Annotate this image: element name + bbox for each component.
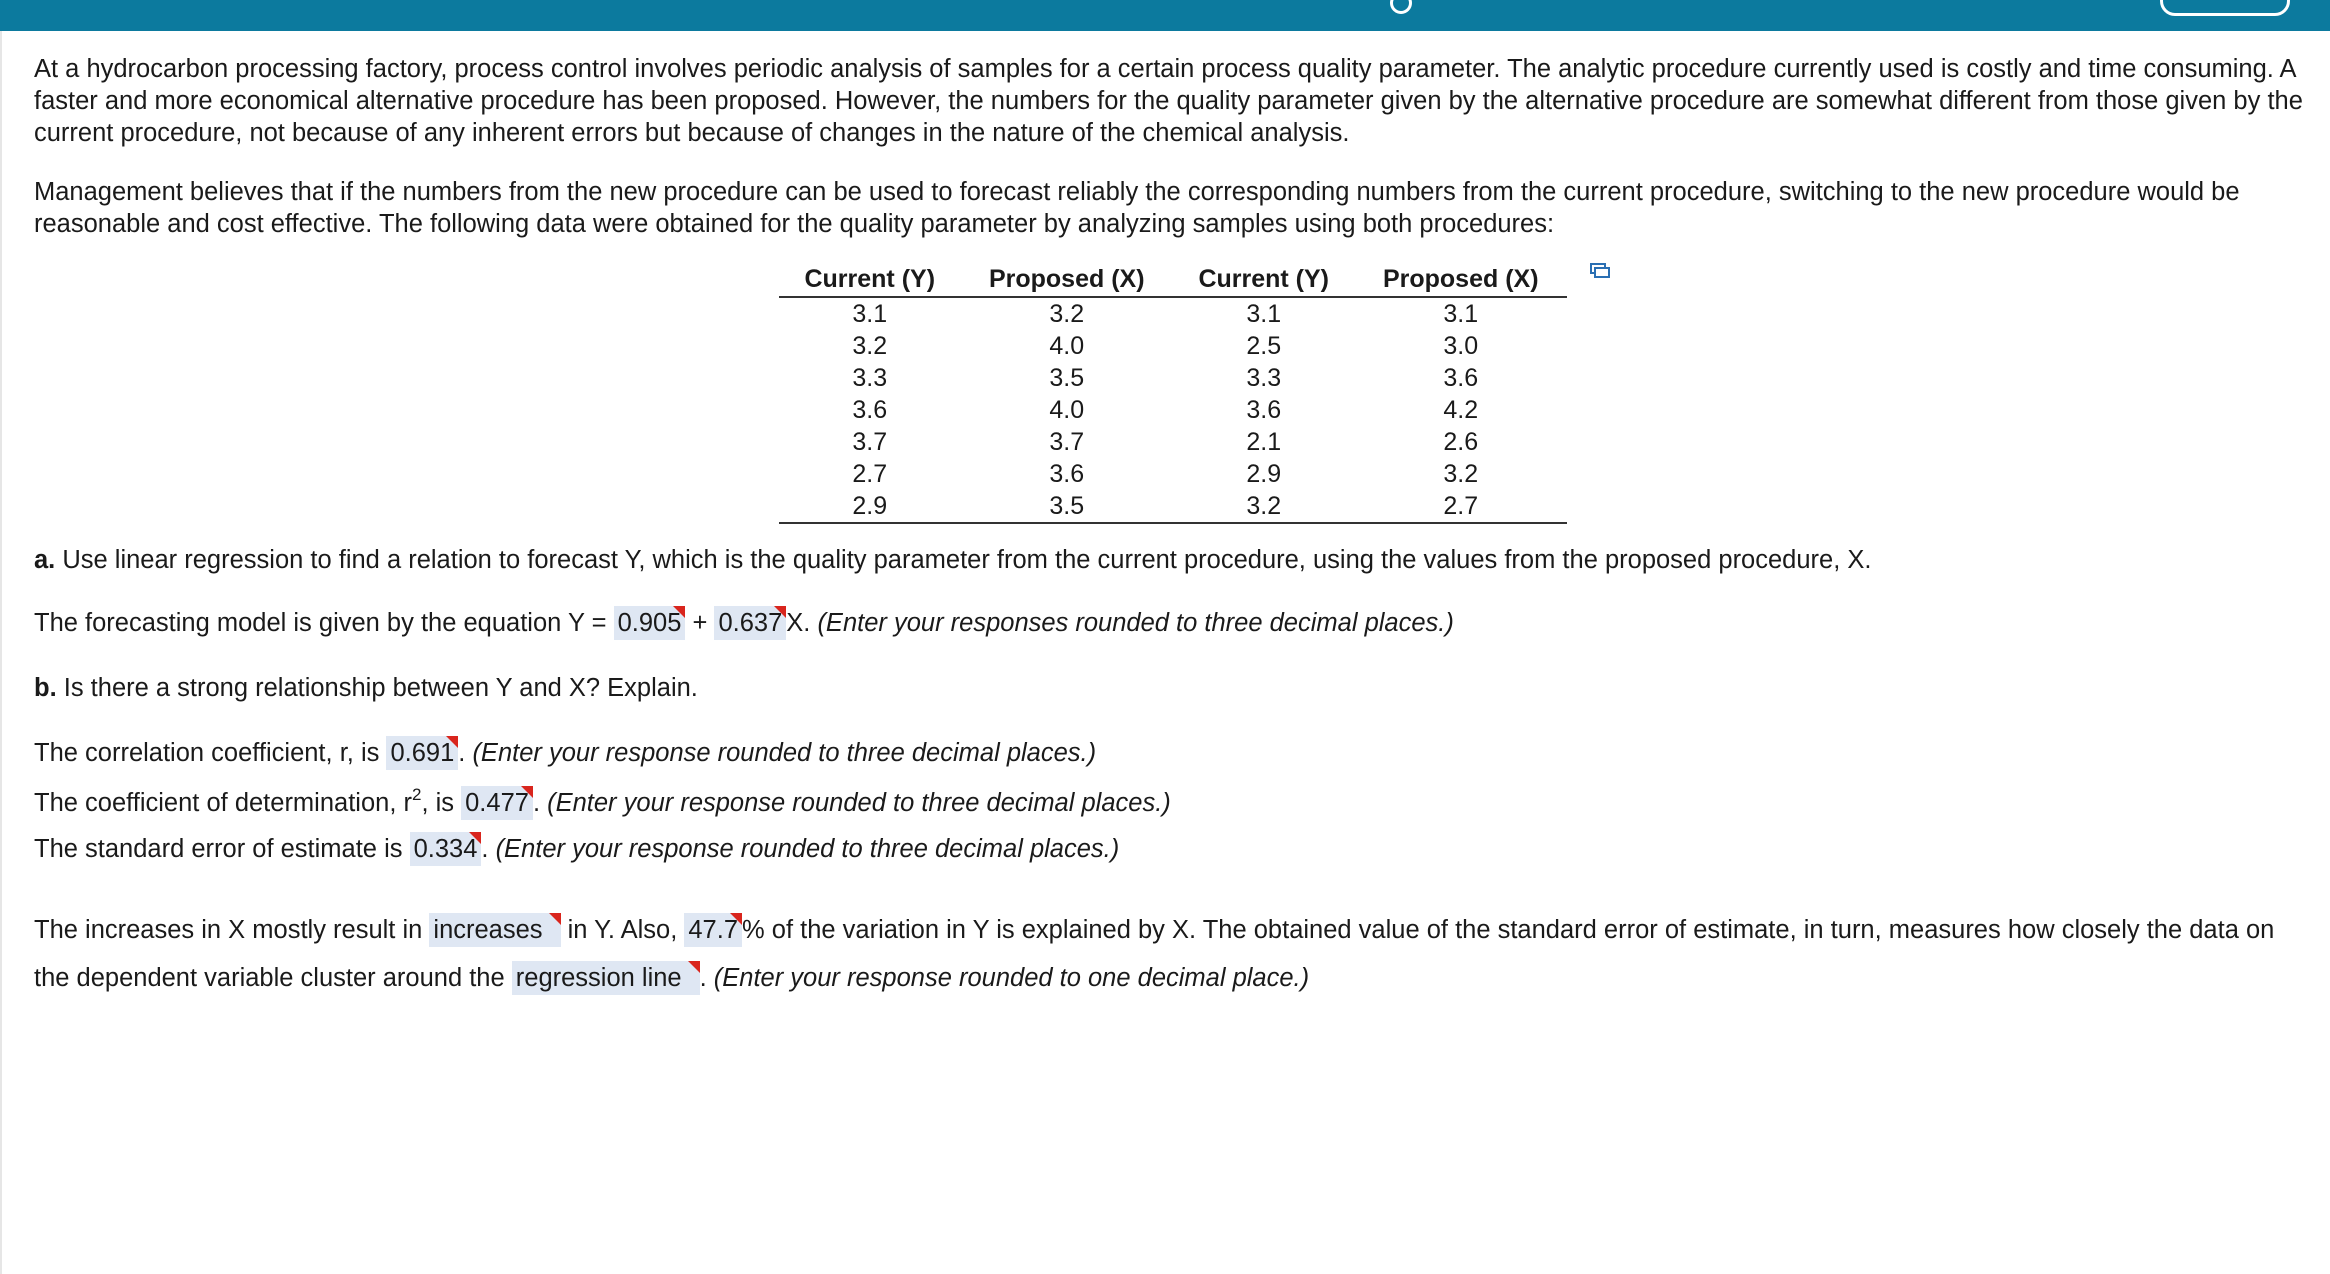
cluster-dropdown[interactable]	[512, 961, 700, 995]
table-cell: 3.1	[852, 300, 888, 328]
question-content	[34, 53, 2304, 1002]
se-hint: (Enter your response rounded to three decimal places.)	[495, 835, 1120, 863]
se-answer-field[interactable]	[410, 832, 482, 866]
table-cell: 2.9	[1246, 460, 1282, 488]
model-prefix: The forecasting model is given by the equation Y =	[34, 609, 614, 637]
explanation-paragraph	[34, 906, 2304, 1002]
copy-table-icon[interactable]	[1589, 262, 1611, 280]
se-value: 0.334	[413, 835, 478, 863]
standard-error-line	[34, 832, 2304, 866]
r2-value: 0.477	[465, 789, 529, 817]
r2-dot: .	[532, 789, 548, 817]
table-row	[779, 394, 1567, 426]
problem-paragraph-1: At a hydrocarbon processing factory, process control involves periodic analysis of samples for a certain process quality parameter. The analytic procedure currently used is costly and time consuming. A faster and more economical alternative procedure has been proposed. However, the numbers for the quality parameter given by the alternative procedure are somewhat different from those given by the current procedure, not because of any inherent errors but because of changes in the nature of the chemical analysis.	[34, 55, 2303, 147]
table-row	[779, 297, 1567, 330]
problem-paragraph-2: Management believes that if the numbers from the new procedure can be used to forecast reliably the corresponding numbers from the current procedure, switching to the new procedure would be reasonable and cost effective. The following data were obtained for the quality parameter by analyzing samples using both procedures:	[34, 178, 2240, 238]
expl-text-1: The increases in X mostly result in	[34, 916, 430, 944]
table-cell: 3.3	[852, 364, 888, 392]
se-prefix: The standard error of estimate is	[34, 835, 410, 863]
r-prefix: The correlation coefficient, r, is	[34, 739, 387, 767]
r2-answer-field[interactable]	[461, 786, 533, 820]
se-dot: .	[481, 835, 496, 863]
percent-answer-field[interactable]	[684, 913, 742, 947]
incorrect-flag-icon	[549, 913, 561, 925]
incorrect-flag-icon	[688, 961, 700, 973]
plus-sign: +	[685, 609, 715, 637]
r-hint: (Enter your response rounded to three decimal places.)	[472, 739, 1097, 767]
r2-mid: , is	[421, 789, 462, 817]
table-cell: 3.2	[1173, 490, 1355, 523]
table-cell: 3.1	[1443, 300, 1479, 328]
intercept-value: 0.905	[617, 609, 682, 637]
incorrect-flag-icon	[521, 786, 533, 798]
slope-value: 0.637	[718, 609, 783, 637]
table-cell: 2.6	[1443, 428, 1479, 456]
table-cell: 3.7	[1049, 428, 1085, 456]
table-cell: 2.7	[1354, 490, 1567, 523]
header-bar	[0, 0, 2330, 31]
correlation-line	[34, 736, 2304, 770]
part-a-label: a.	[34, 546, 56, 574]
table-cell: 4.0	[1049, 332, 1085, 360]
r-dot: .	[458, 739, 473, 767]
table-header-row	[779, 264, 1567, 297]
forecast-model-line	[34, 606, 2304, 640]
part-a-question	[34, 544, 2304, 576]
incorrect-flag-icon	[673, 606, 685, 618]
table-cell: 2.1	[1246, 428, 1282, 456]
table-cell: 2.9	[779, 490, 961, 523]
table-row	[779, 362, 1567, 394]
expl-text-4: .	[699, 964, 714, 992]
table-cell: 3.6	[852, 396, 888, 424]
determination-line	[34, 786, 2304, 820]
header-current-y-2: Current (Y)	[1173, 264, 1355, 297]
header-circle-icon[interactable]	[1390, 0, 1412, 14]
model-hint: (Enter your responses rounded to three decimal places.)	[817, 609, 1454, 637]
header-current-y-1: Current (Y)	[779, 264, 961, 297]
table-cell: 4.0	[1049, 396, 1085, 424]
r-answer-field[interactable]	[386, 736, 458, 770]
relationship-dropdown-value: increases	[433, 916, 543, 944]
expl-text-3: % of the variation in Y is explained by X. The obtained value of the standard error of estimate, in turn, measures how closely the data on the dependent variable cluster around the	[34, 916, 2275, 992]
model-suffix: X.	[786, 609, 818, 637]
table-cell: 2.5	[1246, 332, 1282, 360]
table-cell: 3.7	[852, 428, 888, 456]
r2-exponent: 2	[411, 785, 422, 804]
table-cell: 3.2	[1049, 300, 1085, 328]
table-cell: 3.6	[1443, 364, 1479, 392]
table-cell: 3.2	[852, 332, 888, 360]
table-cell: 2.7	[852, 460, 888, 488]
cluster-dropdown-value: regression line	[515, 964, 682, 992]
table-row	[779, 330, 1567, 362]
r2-prefix: The coefficient of determination, r	[34, 789, 412, 817]
table-cell: 3.0	[1443, 332, 1479, 360]
table-cell: 3.6	[1049, 460, 1085, 488]
table-cell: 3.5	[1049, 364, 1085, 392]
slope-answer-field[interactable]	[714, 606, 786, 640]
expl-text-2: in Y. Also,	[560, 916, 685, 944]
part-a-text: Use linear regression to find a relation to forecast Y, which is the quality parameter from the current procedure, using the values from the proposed procedure, X.	[55, 546, 1872, 574]
incorrect-flag-icon	[469, 832, 481, 844]
data-table-container	[779, 264, 1599, 524]
table-cell: 4.2	[1443, 396, 1479, 424]
table-cell: 3.2	[1443, 460, 1479, 488]
relationship-dropdown[interactable]	[429, 913, 560, 947]
r2-hint: (Enter your response rounded to three decimal places.)	[547, 789, 1171, 817]
incorrect-flag-icon	[446, 736, 458, 748]
part-b-label: b.	[34, 674, 57, 702]
table-row	[779, 490, 1567, 523]
left-divider	[0, 31, 2, 1274]
header-pill-button[interactable]	[2160, 0, 2290, 16]
part-b-question	[34, 672, 2304, 704]
incorrect-flag-icon	[774, 606, 786, 618]
header-proposed-x-1: Proposed (X)	[961, 264, 1173, 297]
table-cell: 3.3	[1246, 364, 1282, 392]
table-cell: 3.1	[1246, 300, 1282, 328]
intercept-answer-field[interactable]	[614, 606, 686, 640]
part-b-text: Is there a strong relationship between Y and X? Explain.	[56, 674, 698, 702]
expl-hint: (Enter your response rounded to one decimal place.)	[713, 964, 1310, 992]
r-value: 0.691	[390, 739, 455, 767]
data-table	[779, 264, 1567, 524]
table-row	[779, 426, 1567, 458]
table-cell: 3.6	[1246, 396, 1282, 424]
percent-value: 47.7	[688, 916, 739, 944]
header-proposed-x-2: Proposed (X)	[1354, 264, 1567, 297]
table-row	[779, 458, 1567, 490]
incorrect-flag-icon	[730, 913, 742, 925]
table-cell: 3.5	[961, 490, 1173, 523]
